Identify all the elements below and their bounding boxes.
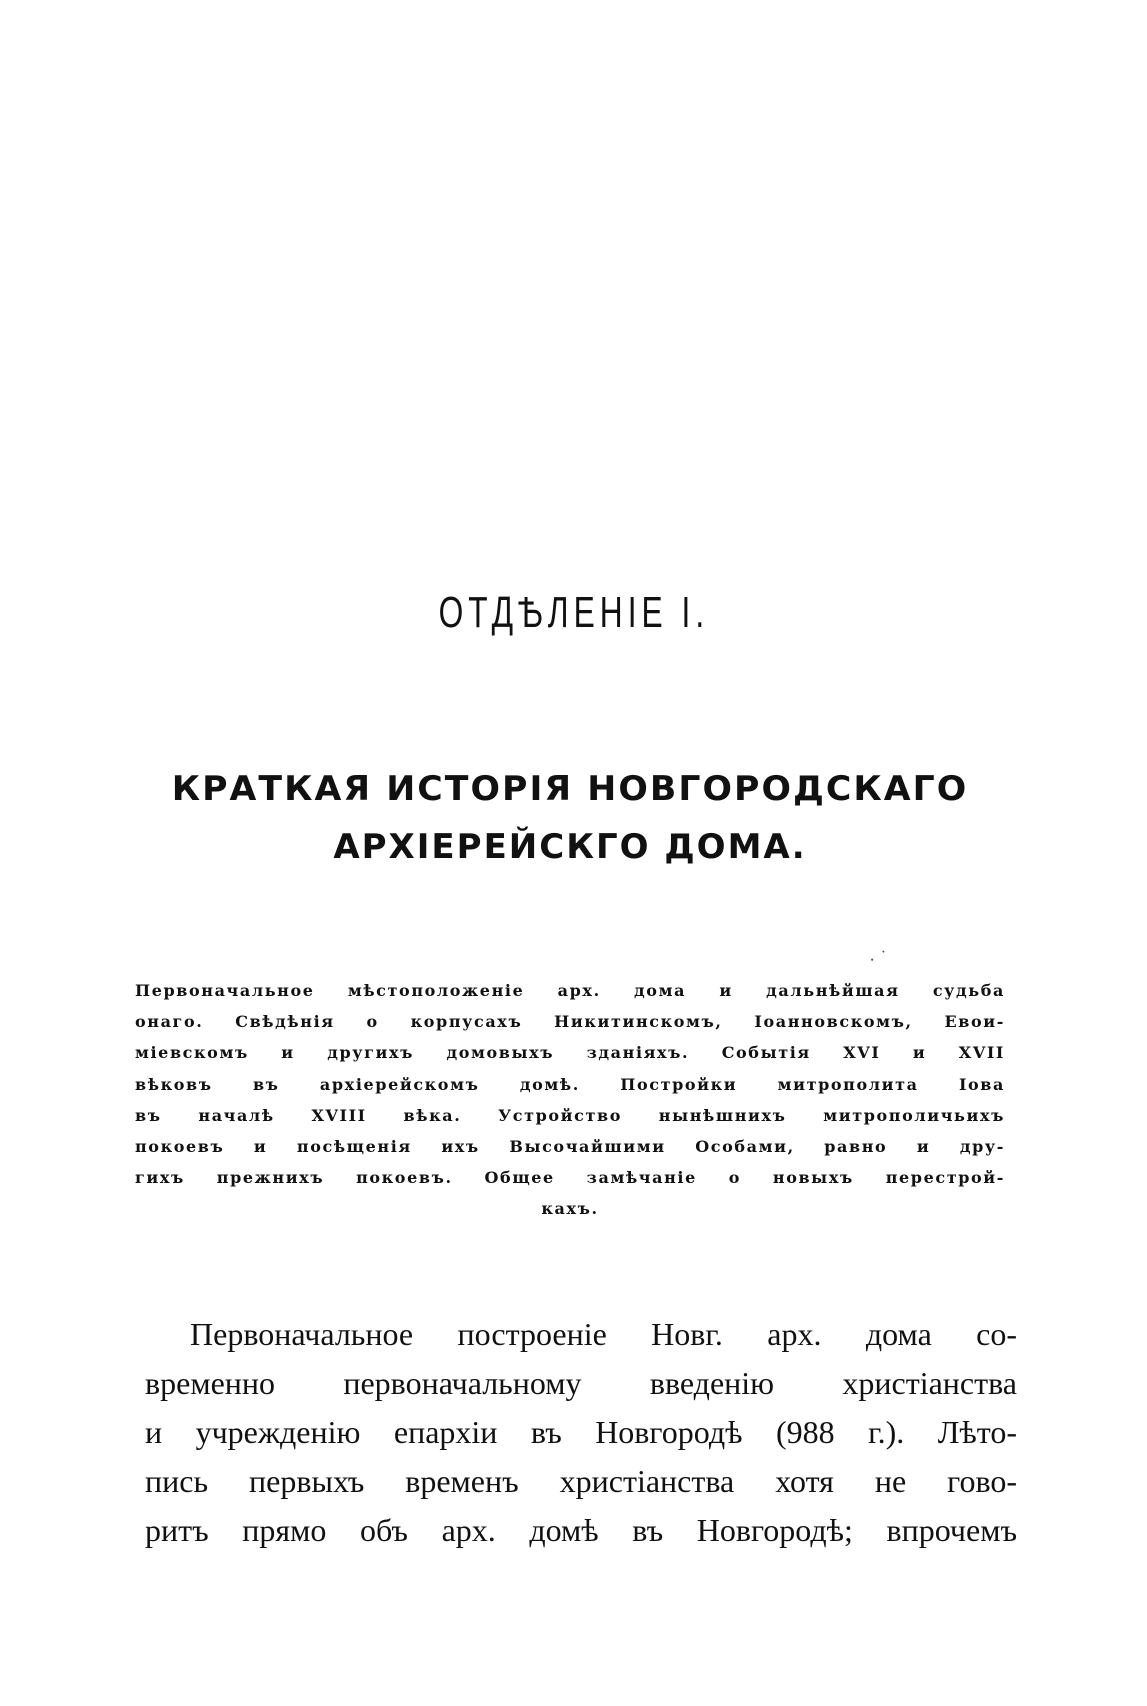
body-line: пись первыхъ временъ христіанства хотя не гово- (145, 1463, 1017, 1499)
ink-speck: ⸳ ˙ (870, 948, 888, 967)
section-heading: ОТДѢЛЕНІЕ І. (438, 588, 710, 637)
chapter-title (130, 760, 1010, 876)
summary-line: Первоначальное мѣстоположеніе арх. дома и дальнѣйшая судьба (135, 981, 1005, 1000)
summary-line: кахъ. (541, 1199, 599, 1219)
body-line: и учрежденію епархіи въ Новгородѣ (988 г.). Лѣто- (145, 1414, 1017, 1450)
chapter-title-line-1: КРАТКАЯ ИСТОРІЯ НОВГОРОДСКАГО (171, 769, 969, 809)
summary-line: гихъ прежнихъ покоевъ. Общее замѣчаніе о новыхъ перестрой- (135, 1168, 1005, 1188)
summary-line: покоевъ и посѣщенія ихъ Высочайшими Особами, равно и дру- (135, 1137, 1005, 1157)
body-line: Первоначальное построеніе Новг. арх. дома со- (190, 1316, 1017, 1352)
body-line: временно первоначальному введенію христіанства (145, 1365, 1017, 1401)
summary-line: онаго. Свѣдѣнія о корпусахъ Никитинскомъ, Іоанновскомъ, Евои- (135, 1012, 1005, 1032)
chapter-summary (135, 975, 1005, 1225)
body-paragraph (145, 1310, 1017, 1555)
summary-line: въ началѣ XVIII вѣка. Устройство нынѣшнихъ митрополичьихъ (135, 1105, 1005, 1125)
body-line: ритъ прямо объ арх. домѣ въ Новгородѣ; впрочемъ (145, 1512, 1017, 1548)
summary-line: вѣковъ въ архіерейскомъ домѣ. Постройки митрополита Іова (135, 1074, 1005, 1094)
summary-line: міевскомъ и другихъ домовыхъ зданіяхъ. Событія XVI и XVII (135, 1043, 1005, 1063)
chapter-title-line-2: АРХІЕРЕЙСКГО ДОМА. (333, 827, 807, 867)
